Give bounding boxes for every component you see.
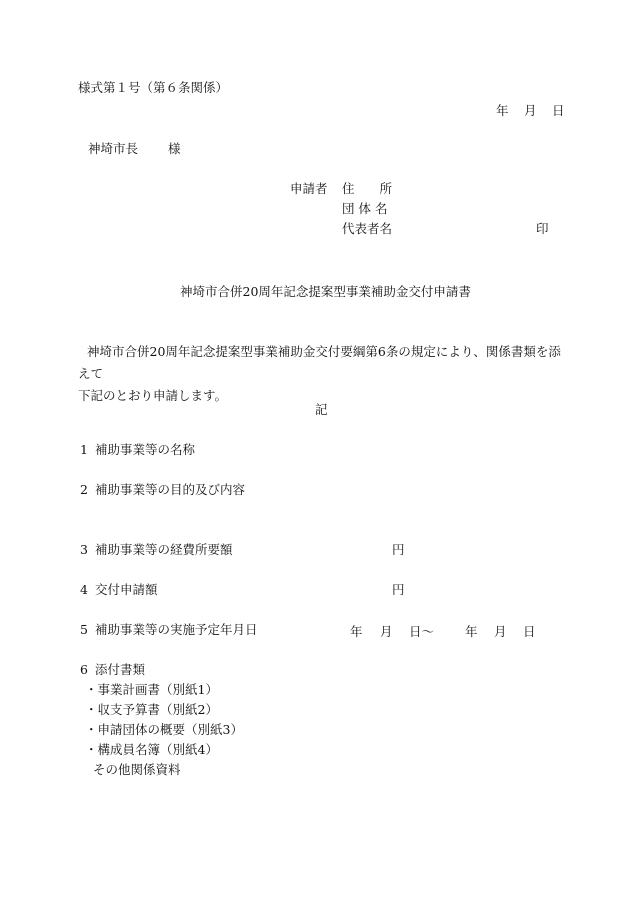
form-number: 様式第１号（第６条関係）: [78, 80, 229, 95]
item-1-label: 補助事業等の名称: [95, 442, 196, 457]
item-4-label: 交付申請額: [95, 582, 158, 597]
attachment-item: ・構成員名簿（別紙4）: [85, 742, 218, 757]
group-name-label: 団 体 名: [342, 201, 388, 216]
attachment-other: その他関係資料: [93, 762, 181, 777]
item-4-unit: 円: [392, 582, 405, 597]
end-year-label: 年: [465, 624, 478, 639]
item-5-label: 補助事業等の実施予定年月日: [95, 622, 258, 637]
applicant-label: 申請者: [290, 181, 328, 196]
end-month-label: 月: [494, 624, 507, 639]
date-year-label: 年: [496, 103, 509, 118]
item-2-number: 2: [80, 482, 88, 497]
date-day-label: 日: [552, 103, 565, 118]
attachment-item: ・事業計画書（別紙1）: [85, 682, 218, 697]
attachment-item: ・収支予算書（別紙2）: [85, 702, 218, 717]
item-4-number: 4: [80, 582, 88, 597]
item-5-number: 5: [80, 622, 88, 637]
item-3-number: 3: [80, 542, 88, 557]
item-1-number: 1: [80, 442, 88, 457]
attachment-item: ・申請団体の概要（別紙3）: [85, 722, 243, 737]
item-3-label: 補助事業等の経費所要額: [95, 542, 233, 557]
body-line-2: 下記のとおり申請します。: [78, 388, 228, 403]
address-label: 住 所: [342, 181, 393, 196]
document-title: 神埼市合併20周年記念提案型事業補助金交付申請書: [180, 284, 471, 299]
item-3-unit: 円: [392, 542, 405, 557]
end-day-label: 日: [523, 624, 536, 639]
addressee-name: 神埼市長: [88, 141, 139, 156]
start-year-label: 年: [350, 624, 363, 639]
item-2-label: 補助事業等の目的及び内容: [95, 482, 246, 497]
addressee-honorific: 様: [168, 141, 181, 156]
start-day-label: 日〜: [409, 624, 435, 639]
body-paragraph: [78, 341, 563, 407]
item-6-label: 添付書類: [95, 662, 146, 677]
item-6-number: 6: [80, 662, 88, 677]
representative-label: 代表者名: [342, 221, 393, 236]
ki-heading: 記: [315, 402, 328, 417]
start-month-label: 月: [380, 624, 393, 639]
seal-mark: 印: [536, 221, 549, 236]
date-month-label: 月: [524, 103, 537, 118]
body-line-1: 神埼市合併20周年記念提案型事業補助金交付要綱第6条の規定により、関係書類を添えて: [78, 344, 561, 381]
